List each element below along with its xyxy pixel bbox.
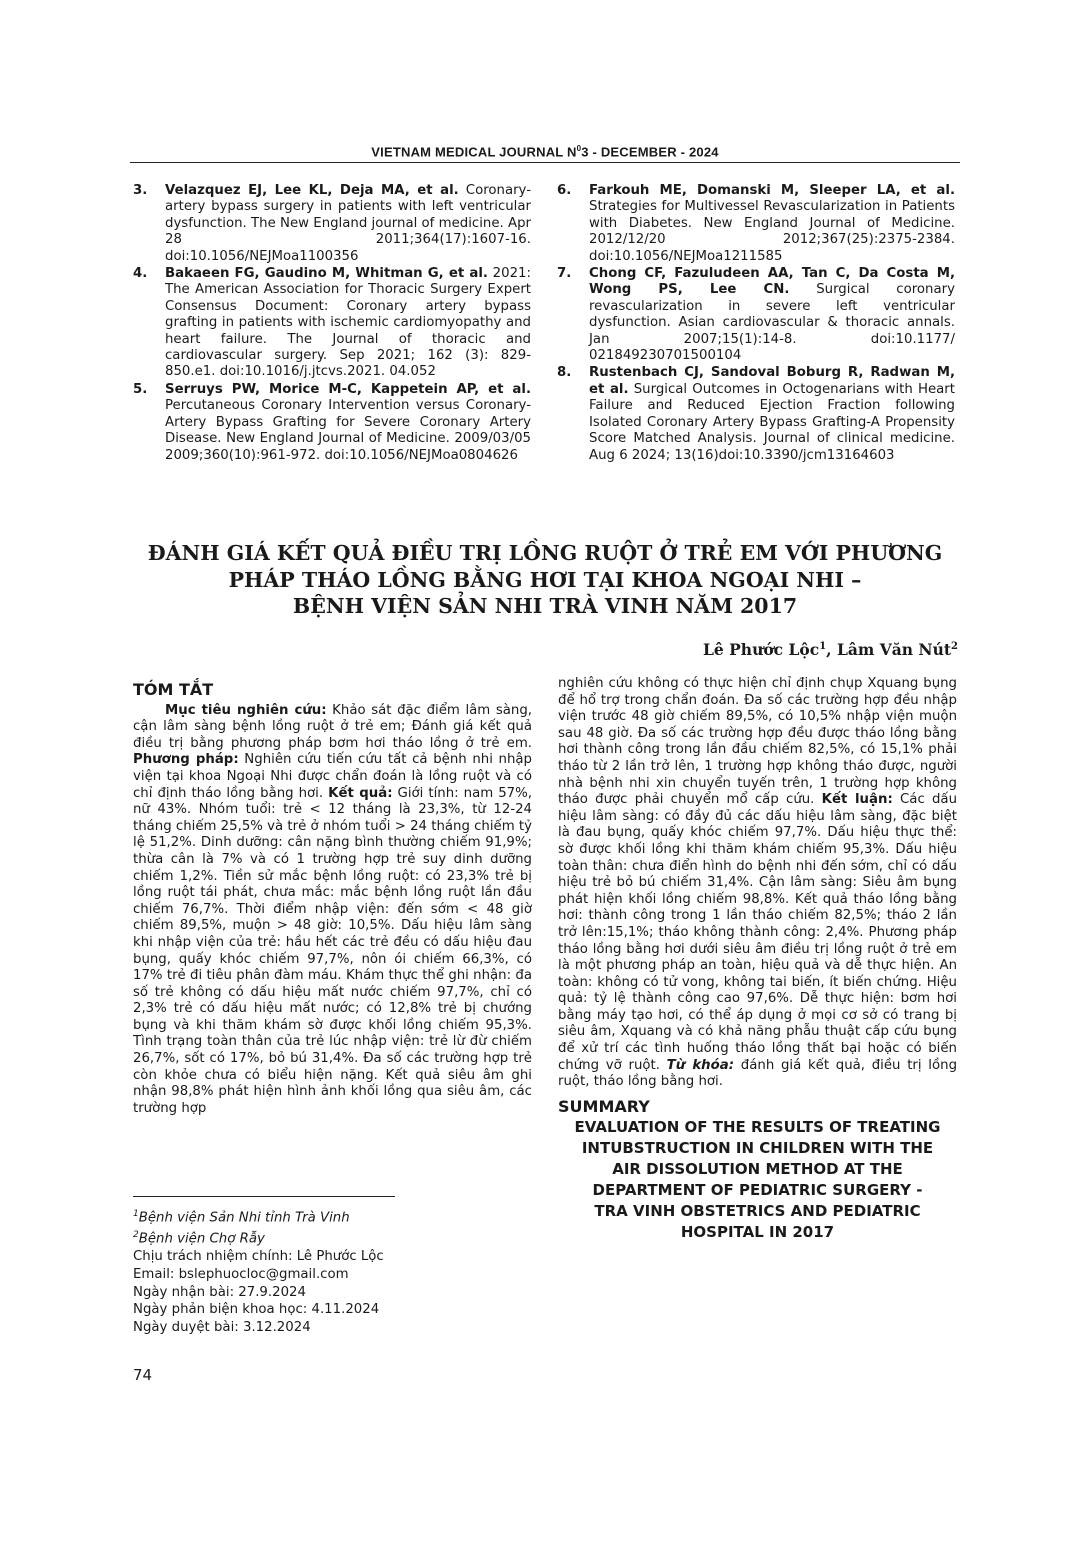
journal-number-superscript: 0	[576, 144, 582, 153]
reference-text: Strategies for Multivessel Revascularization in Patients with Diabetes. New England Journal of Medicine. 2012/12/20 2012;367(25):2375-2384. doi:10.1056/NEJMoa1211585	[589, 199, 955, 264]
author-2-affiliation: 2	[951, 640, 958, 652]
summary-title-line: AIR DISSOLUTION METHOD AT THE	[612, 1160, 903, 1179]
author-1: Lê Phước Lộc	[702, 640, 820, 659]
reference-item	[133, 266, 531, 381]
objective-text: Khảo sát đặc điểm lâm sàng, cận lâm sàng bệnh lồng ruột ở trẻ em; Đánh giá kết quả điều trị bằng phương pháp bơm hơi tháo lồng ở trẻ em.	[133, 702, 532, 751]
abstract-continuation	[558, 676, 957, 1091]
journal-name: VIETNAM MEDICAL JOURNAL N	[371, 144, 577, 160]
reference-text: Surgical coronary revascularization in severe left ventricular dysfunction. Asian cardiovascular & thoracic annals. Jan 2007;15(1):14-8. doi:10.1177/ 021849230701500104	[589, 282, 955, 364]
article-authors	[703, 640, 958, 659]
author-1-affiliation: 1	[819, 640, 827, 652]
abstract-heading: TÓM TẮT	[133, 680, 214, 699]
conclusion-label: Kết luận:	[821, 792, 893, 808]
abstract-right-column	[558, 676, 957, 1243]
journal-header	[130, 144, 960, 159]
method-text: Nghiên cứu tiến cứu tất cả bệnh nhi nhập viện tại khoa Ngoại Nhi được chẩn đoán là lồng ruột và có chỉ định tháo lồng bằng hơi.	[133, 752, 532, 801]
page-number: 74	[133, 1366, 153, 1384]
received-date: Ngày nhận bài: 27.9.2024	[133, 1284, 306, 1300]
reference-authors: Chong CF, Fazuludeen AA, Tan C, Da Costa M, Wong PS, Lee CN.	[589, 266, 955, 298]
footnote-divider	[133, 1196, 395, 1197]
article-title	[130, 540, 960, 620]
reference-number: 7.	[557, 266, 572, 282]
contact-email: Email: bslephuocloc@gmail.com	[133, 1266, 349, 1282]
affiliation-2	[133, 1227, 532, 1248]
affiliation-2-text: Bệnh viện Chợ Rẫy	[138, 1231, 265, 1247]
affiliation-1-text: Bệnh viện Sản Nhi tỉnh Trà Vinh	[138, 1210, 350, 1226]
reference-authors: Bakaeen FG, Gaudino M, Whitman G, et al.	[165, 266, 488, 282]
reference-text: Percutaneous Coronary Intervention versus Coronary-Artery Bypass Grafting for Severe Coronary Artery Disease. New England Journal of Medicine. 2009/03/05 2009;360(10):961-972. doi:10.1056/NEJMoa0804626	[165, 398, 531, 463]
reference-item	[557, 183, 955, 265]
journal-issue: 3 - DECEMBER - 2024	[581, 144, 719, 160]
summary-title-line: DEPARTMENT OF PEDIATRIC SURGERY -	[592, 1181, 923, 1200]
reference-number: 6.	[557, 183, 572, 198]
affiliation-2-marker: 2	[133, 1230, 139, 1241]
summary-title-line: INTUBSTRUCTION IN CHILDREN WITH THE	[581, 1139, 934, 1158]
conclusion-text: Các dấu hiệu lâm sàng: có đầy đủ các dấu hiệu lâm sàng, đặc biệt là đau bụng, quấy khóc chiếm 97,7%. Dấu hiệu thực thể: sờ được khối lồng khi thăm khám chiếm 95,3%. Dấu hiệu toàn thân: chưa điển hình do bệnh nhi đến sớm, chỉ có dấu hiệu trẻ bỏ bú chiếm 31,4%. Cận lâm sàng: Siêu âm bụng phát hiện khối lồng chiếm 98,8%. Kết quả tháo lồng bằng hơi: thành công trong 1 lần tháo chiếm 82,5%; tháo 2 lần trở lên:15,1%; tháo không thành công: 2,4%. Phương pháp tháo lồng bằng hơi dưới siêu âm điều trị lồng ruột ở trẻ em là một phương pháp an toàn, hiệu quả và dễ thực hiện. An toàn: không có tử vong, không tai biến, ít biến chứng. Hiệu quả: tỷ lệ thành công cao 97,6%. Dễ thực hiện: bơm hơi bằng máy tạo hơi, có thể áp dụng ở mọi cơ sở có trang bị siêu âm, Xquang và có khả năng phẫu thuật cấp cứu bụng để xử trí các tình huống tháo lồng thất bại hoặc có biến chứng vỡ ruột.	[558, 792, 958, 1073]
results-continuation-text: nghiên cứu không có thực hiện chỉ định chụp Xquang bụng để hổ trợ trong chẩn đoán. Đa số các trường hợp đều nhập viện trước 48 giờ chiếm 89,5%, có 10,5% nhập viện muộn sau 48 giờ. Đa số các trường hợp đều được tháo lồng bằng hơi thành công trong lần đầu chiếm 82,5%, có 15,1% phải tháo từ 2 lần trở lên, 1 trường hợp không tháo được, người nhà bệnh nhi xin chuyển tuyến trên, 1 trường hợp không tháo được phải chuyển mổ cấp cứu.	[558, 676, 957, 808]
objective-label: Mục tiêu nghiên cứu:	[165, 702, 327, 718]
method-label: Phương pháp:	[133, 752, 239, 768]
reference-authors: Serruys PW, Morice M-C, Kappetein AP, et al.	[165, 381, 531, 397]
reference-number: 4.	[133, 266, 148, 282]
affiliation-1	[133, 1206, 532, 1227]
keywords-label: Từ khóa:	[666, 1057, 735, 1073]
summary-title-line: HOSPITAL IN 2017	[680, 1223, 835, 1242]
reference-number: 3.	[133, 183, 148, 198]
reference-authors: Velazquez EJ, Lee KL, Deja MA, et al.	[165, 183, 459, 198]
author-separator: ,	[826, 640, 837, 659]
reference-authors: Rustenbach CJ, Sandoval Boburg R, Radwan M, et al.	[589, 365, 955, 397]
abstract-paragraph	[133, 703, 532, 1118]
title-line-1: ĐÁNH GIÁ KẾT QUẢ ĐIỀU TRỊ LỒNG RUỘT Ở TRẺ EM VỚI PHƯƠNG	[147, 541, 943, 565]
reference-text: Surgical Outcomes in Octogenarians with Heart Failure and Reduced Ejection Fraction following Isolated Coronary Artery Bypass Grafting-A Propensity Score Matched Analysis. Journal of clinical medicine. Aug 6 2024; 13(16)doi:10.3390/jcm13164603	[589, 381, 955, 463]
references-left-column	[133, 183, 531, 465]
reference-item	[133, 183, 531, 265]
accepted-date: Ngày duyệt bài: 3.12.2024	[133, 1320, 311, 1336]
reference-number: 5.	[133, 381, 148, 397]
keywords-text: đánh giá kết quả, điều trị lồng ruột, tháo lồng bằng hơi.	[558, 1057, 958, 1090]
footnotes	[133, 1206, 532, 1337]
abstract-left-column	[133, 676, 532, 1117]
reference-item	[133, 382, 531, 464]
author-2: Lâm Văn Nút	[836, 640, 952, 659]
reference-item	[557, 365, 955, 463]
results-text: Giới tính: nam 57%, nữ 43%. Nhóm tuổi: trẻ < 12 tháng là 23,3%, từ 12-24 tháng chiếm 25,5% và trẻ ở nhóm tuổi > 24 tháng chiếm tỷ lệ 51,2%. Dinh dưỡng: cân nặng bình thường chiếm 91,9%; thừa cân là 7% và có 1 trường hợp trẻ suy dinh dưỡng chiếm 1,2%. Tiền sử mắc bệnh lồng ruột: có 23,3% trẻ bị lồng ruột tái phát, chưa mắc: mắc bệnh lồng ruột lần đầu chiếm 76,7%. Thời điểm nhập viện: đến sớm < 48 giờ chiếm 89,5%, muộn > 48 giờ: 10,5%. Dấu hiệu lâm sàng khi nhập viện của trẻ: hầu hết các trẻ đều có dấu hiệu đau bụng, quấy khóc chiếm 97,7%, nôn ói chiếm 66,3%, có 17% trẻ đi tiêu phân đàm máu. Khám thực thể ghi nhận: đa số trẻ không có dấu hiệu mất nước chiếm 97,7%, chỉ có 2,3% trẻ có dấu hiệu mất nước; có 12,8% trẻ bị chướng bụng và khi thăm khám sờ được khối lồng chiếm 95,3%. Tình trạng toàn thân của trẻ lúc nhập viện: trẻ lừ đừ chiếm 26,7%, sốt có 17%, bỏ bú 31,4%. Đa số các trường hợp trẻ còn khỏe chưa có biểu hiện nặng. Kết quả siêu âm ghi nhận 98,8% phát hiện hình ảnh khối lồng qua siêu âm, các trường hợp	[133, 785, 532, 1116]
reference-item	[557, 266, 955, 364]
reviewed-date: Ngày phản biện khoa học: 4.11.2024	[133, 1302, 380, 1318]
references-right-column	[557, 183, 955, 465]
header-divider	[130, 162, 960, 163]
reference-text: 2021: The American Association for Thoracic Surgery Expert Consensus Document: Coronary artery bypass grafting in patients with ischemic cardiomyopathy and heart failure. The Journal of thoracic and cardiovascular surgery. Sep 2021; 162 (3): 829-850.e1. doi:10.1016/j.jtcvs.2021. 04.052	[165, 266, 531, 380]
summary-title-line: EVALUATION OF THE RESULTS OF TREATING	[574, 1118, 941, 1137]
reference-authors: Farkouh ME, Domanski M, Sleeper LA, et al.	[589, 183, 955, 198]
title-line-2: PHÁP THÁO LỒNG BẰNG HƠI TẠI KHOA NGOẠI NHI –	[228, 567, 862, 592]
reference-number: 8.	[557, 365, 572, 381]
title-line-3: BỆNH VIỆN SẢN NHI TRÀ VINH NĂM 2017	[292, 594, 798, 618]
responsible-author: Chịu trách nhiệm chính: Lê Phước Lộc	[133, 1249, 384, 1265]
summary-heading: SUMMARY	[558, 1096, 650, 1116]
summary-title	[558, 1117, 957, 1243]
affiliation-1-marker: 1	[133, 1209, 139, 1219]
summary-title-line: TRA VINH OBSTETRICS AND PEDIATRIC	[594, 1202, 921, 1221]
results-label: Kết quả:	[328, 785, 393, 801]
reference-text: Coronary-artery bypass surgery in patients with left ventricular dysfunction. The New England journal of medicine. Apr 28 2011;364(17):1607-16. doi:10.1056/NEJMoa1100356	[165, 183, 531, 264]
